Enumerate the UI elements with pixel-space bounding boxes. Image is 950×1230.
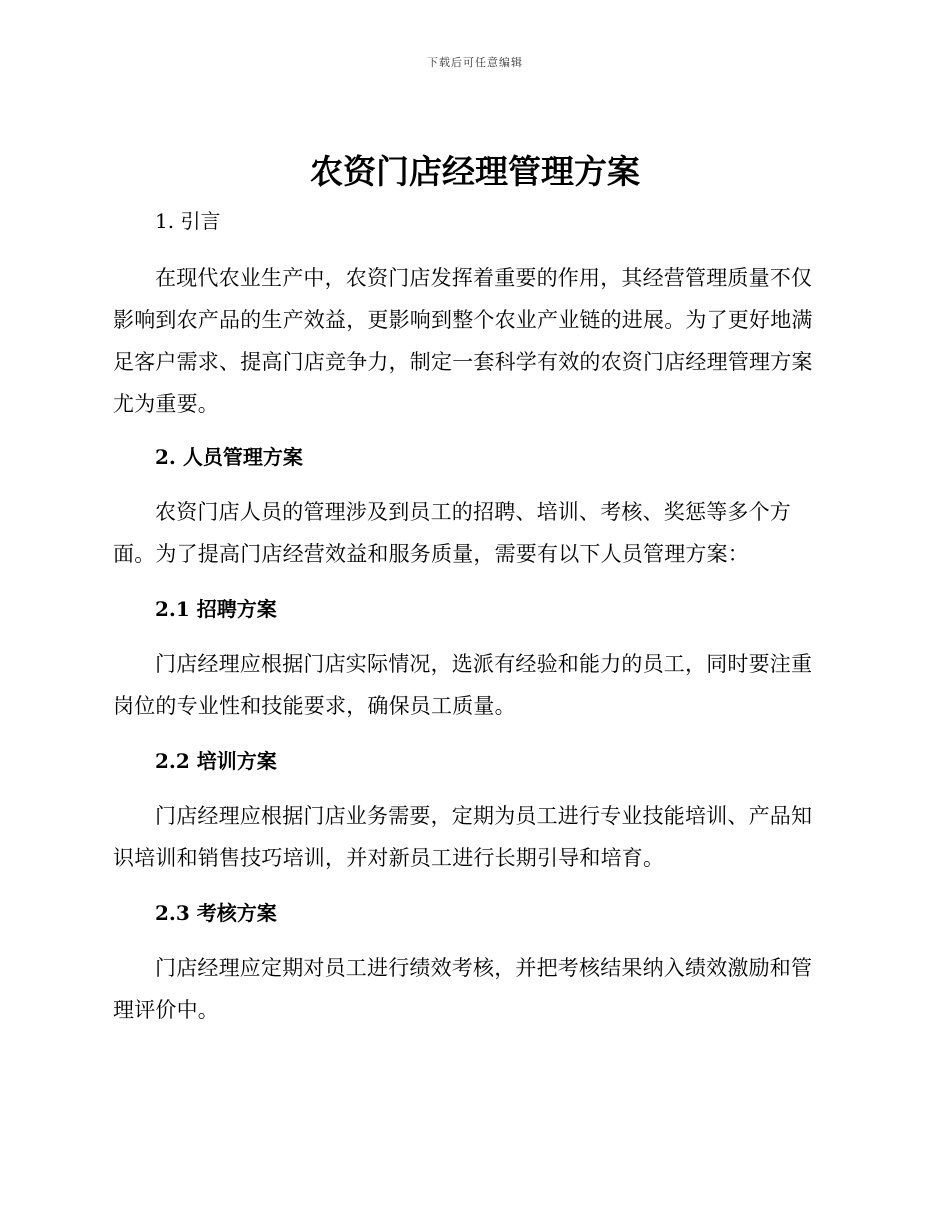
- section-heading: 2.3 考核方案: [155, 901, 277, 925]
- section-heading: 1. 引言: [155, 209, 221, 233]
- section-personnel: [113, 441, 831, 575]
- section-intro: [113, 205, 831, 425]
- section-assessment: [113, 897, 831, 1031]
- page-header-note: 下载后可任意编辑: [427, 56, 523, 69]
- section-paragraph: 在现代农业生产中，农资门店发挥着重要的作用，其经营管理质量不仅影响到农产品的生产效益，更影响到整个农业产业链的进展。为了更好地满足客户需求、提高门店竞争力，制定一套科学有效的农资门店经理管理方案尤为重要。: [113, 266, 813, 416]
- section-heading: 2. 人员管理方案: [155, 445, 303, 469]
- section-paragraph: 门店经理应根据门店实际情况，选派有经验和能力的员工，同时要注重岗位的专业性和技能要求，确保员工质量。: [113, 652, 813, 718]
- section-paragraph: 农资门店人员的管理涉及到员工的招聘、培训、考核、奖惩等多个方面。为了提高门店经营效益和服务质量，需要有以下人员管理方案：: [113, 500, 791, 566]
- section-paragraph: 门店经理应根据门店业务需要，定期为员工进行专业技能培训、产品知识培训和销售技巧培训，并对新员工进行长期引导和培育。: [113, 804, 813, 870]
- section-heading: 2.1 招聘方案: [155, 597, 277, 621]
- section-heading: 2.2 培训方案: [155, 749, 277, 773]
- section-paragraph: 门店经理应定期对员工进行绩效考核，并把考核结果纳入绩效激励和管理评价中。: [113, 956, 813, 1022]
- section-training: [113, 745, 831, 879]
- document-title: 农资门店经理管理方案: [310, 152, 640, 191]
- section-recruitment: [113, 593, 831, 727]
